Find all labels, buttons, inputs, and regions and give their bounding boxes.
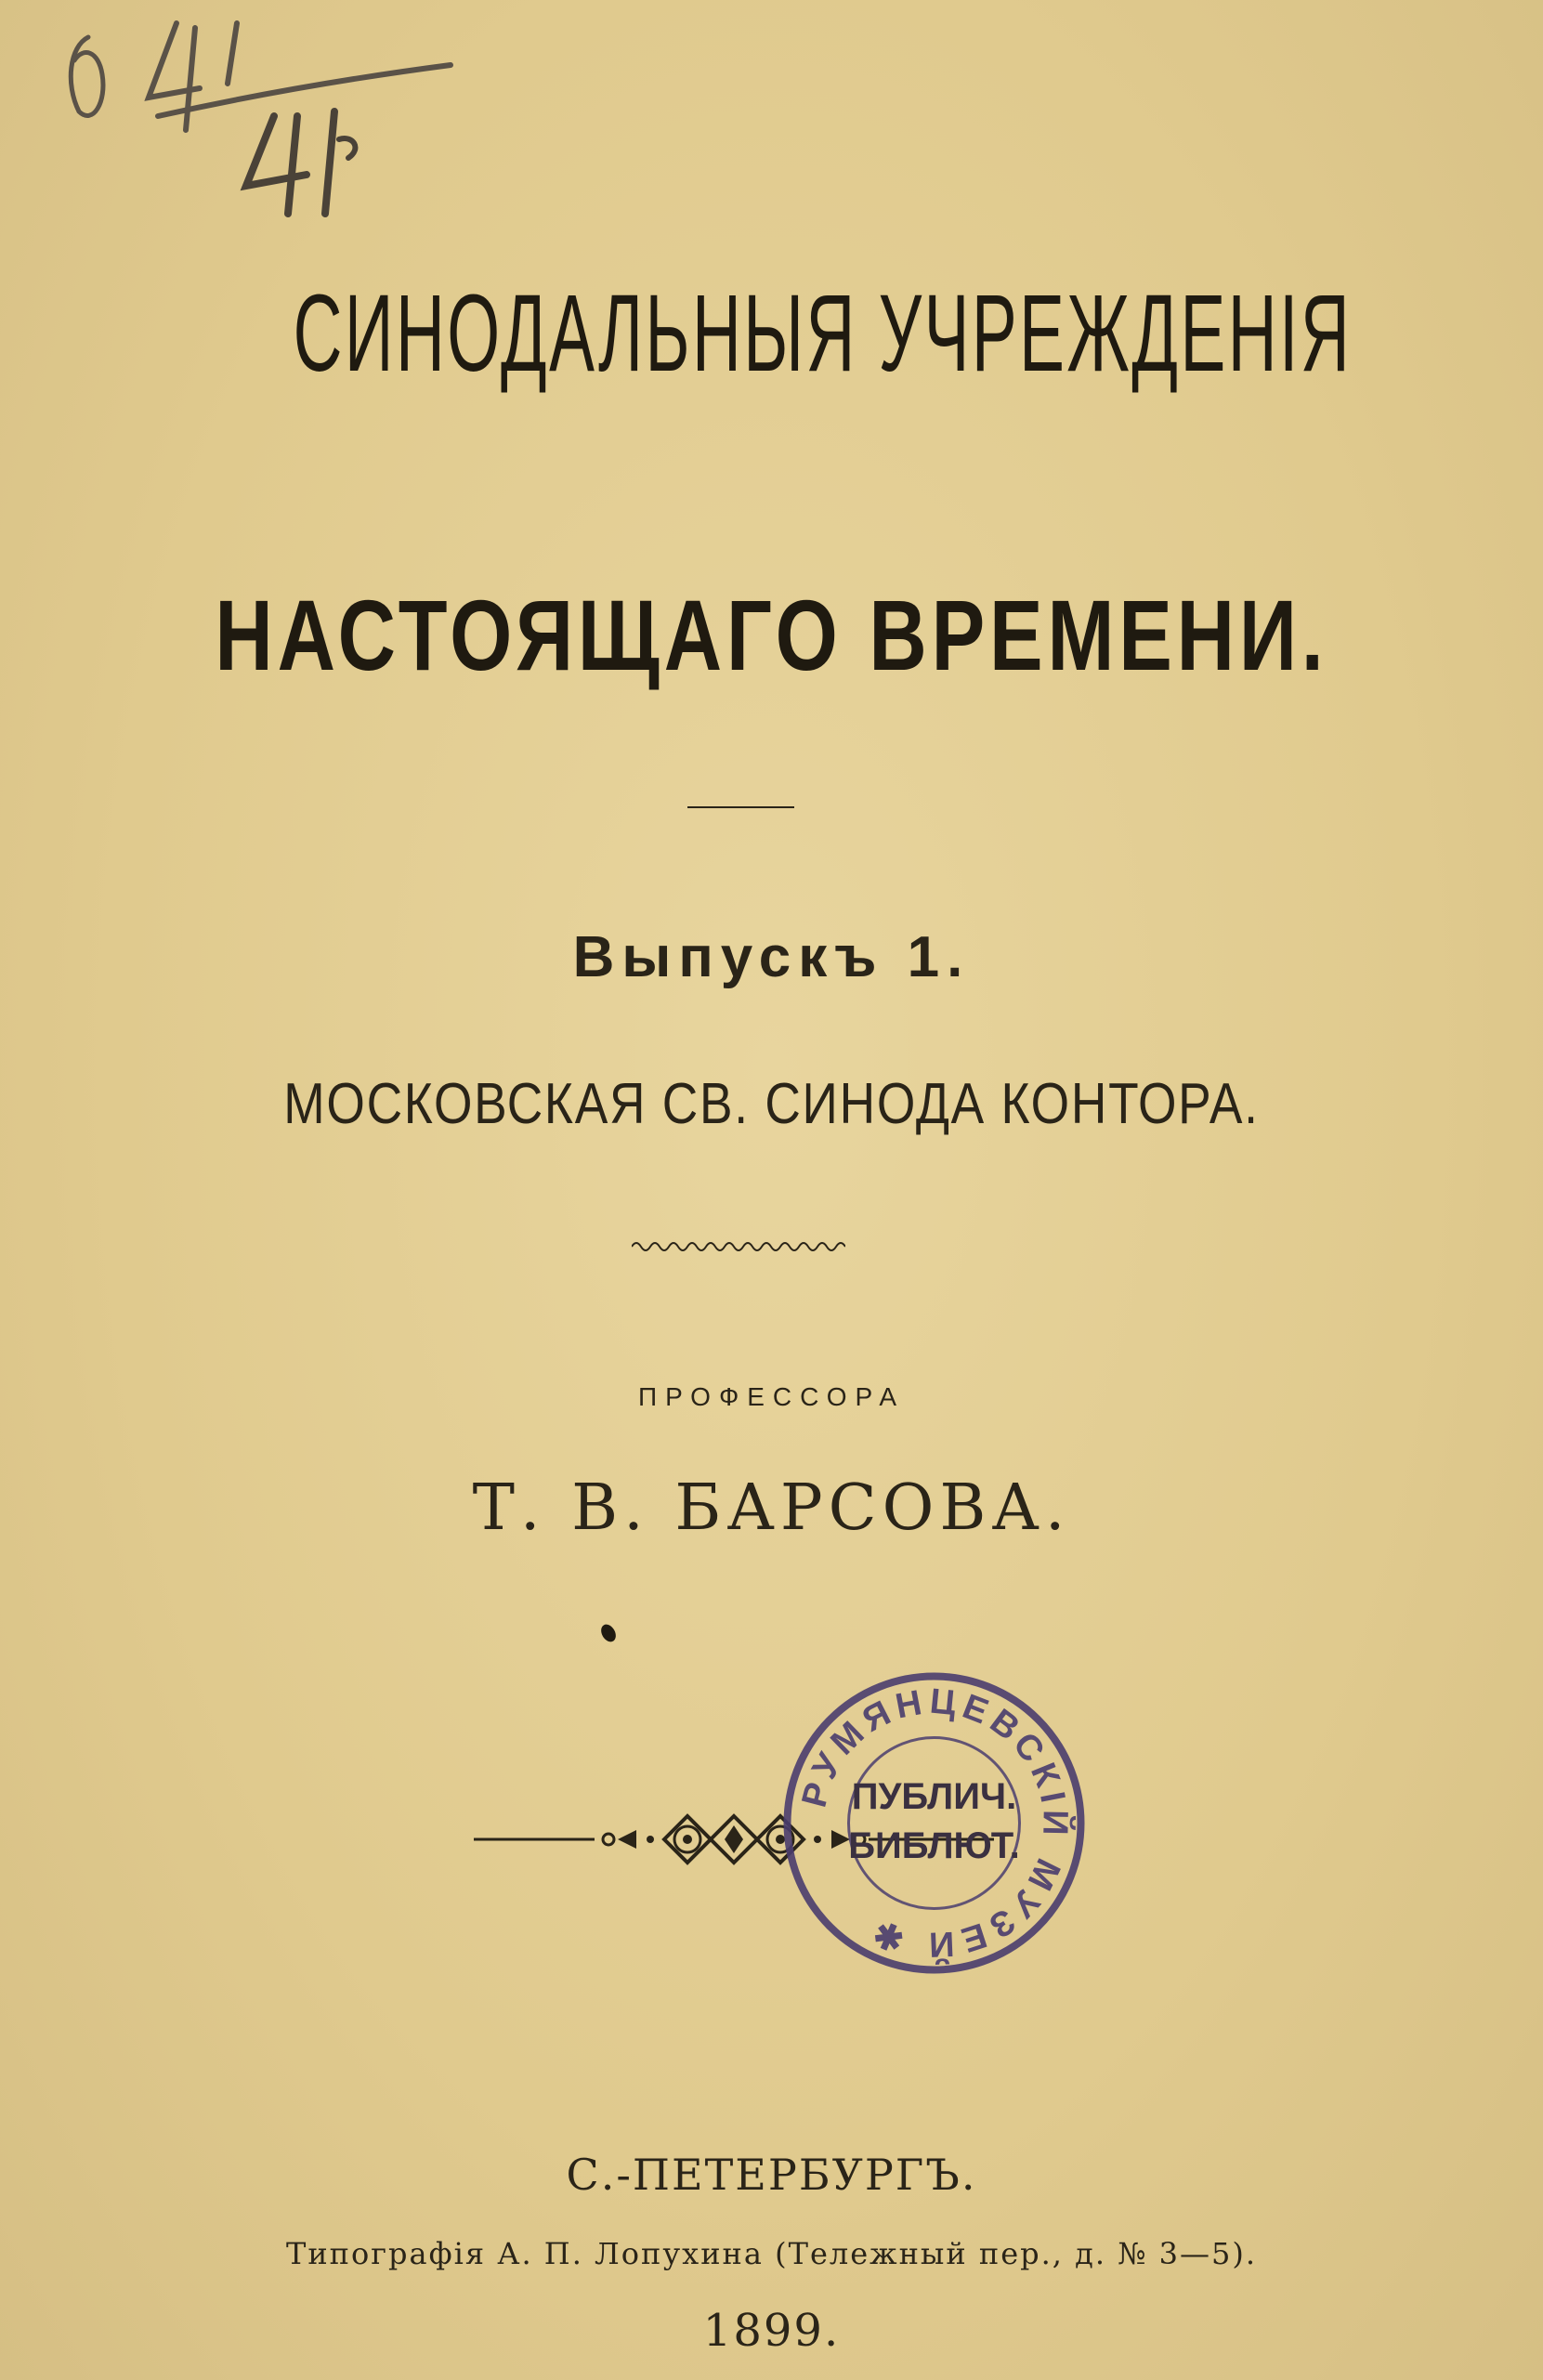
title-line-1: СИНОДАЛЬНЫЯ УЧРЕЖДЕНІЯ	[293, 272, 1353, 395]
author-name: Т. В. БАРСОВА.	[472, 1471, 1071, 1545]
issue-number: Выпускъ 1.	[572, 925, 971, 989]
title-rule	[687, 806, 794, 808]
title-line-2: НАСТОЯЩАГО ВРЕМЕНИ.	[215, 579, 1328, 691]
svg-text:РУМЯНЦЕВСКІЙ МУЗЕЙ ✱	[795, 1682, 1078, 1967]
ink-spot	[598, 1622, 619, 1644]
library-stamp	[778, 1667, 1090, 1979]
byline-prefix: ПРОФЕССОРА	[637, 1382, 905, 1411]
imprint-city: С.-ПЕТЕРБУРГЪ.	[566, 2150, 977, 2200]
imprint-printer: Типографія А. П. Лопухина (Тележный пер., д. № 3—5).	[285, 2236, 1258, 2271]
stamp-ring-text: РУМЯНЦЕВСКІЙ МУЗЕЙ ✱	[794, 1681, 1075, 1965]
handwritten-shelfmark	[37, 9, 464, 223]
imprint-year: 1899.	[702, 2305, 841, 2357]
subtitle: МОСКОВСКАЯ СВ. СИНОДА КОНТОРА.	[283, 1072, 1260, 1136]
stamp-inner-line-1: ПУБЛИЧ.	[851, 1776, 1017, 1817]
wavy-divider	[632, 1237, 845, 1256]
stamp-inner-line-2: БИБЛЮТ.	[848, 1825, 1020, 1866]
